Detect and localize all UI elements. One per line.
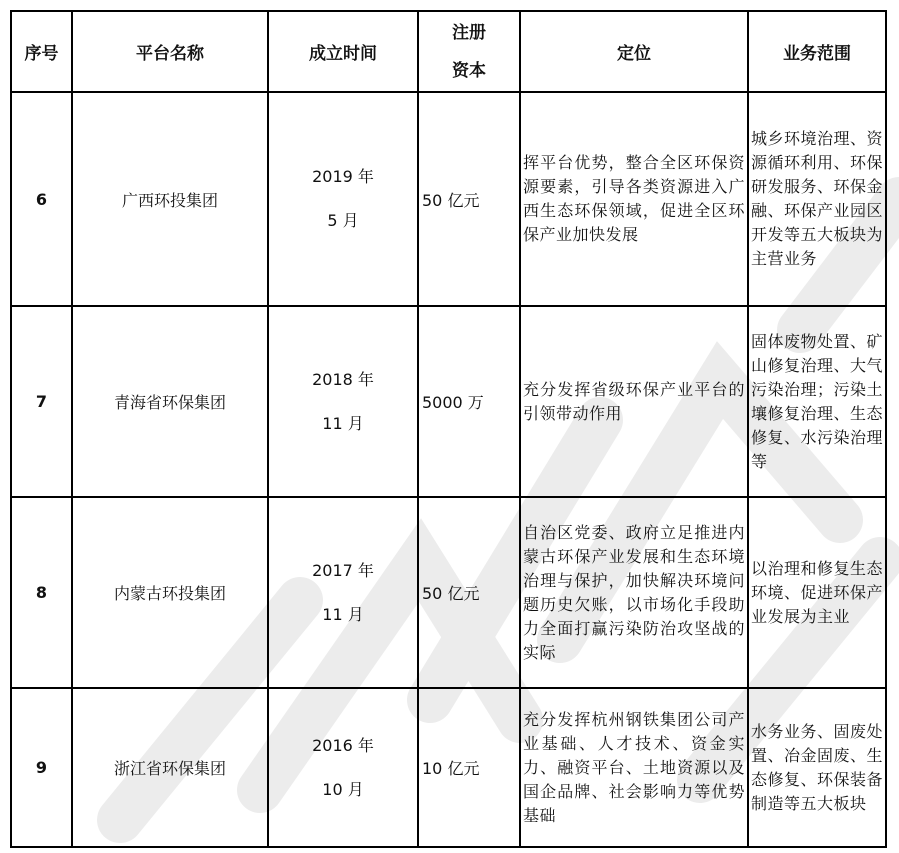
row-date-month: 11 月: [322, 604, 364, 624]
table-row: [11, 688, 886, 847]
row-name: 浙江省环保集团: [72, 688, 268, 847]
row-date-year: 2019 年: [312, 167, 374, 186]
row-date-month: 5 月: [327, 211, 359, 230]
header-row: [11, 11, 886, 92]
row-positioning: 充分发挥杭州钢铁集团公司产业基础、人才技术、资金实力、融资平台、土地资源以及国企品牌、社会影响力等优势基础: [520, 688, 748, 847]
row-date: [268, 497, 418, 688]
row-date-year: 2016 年: [312, 735, 374, 755]
table-row: [11, 306, 886, 497]
row-date: [268, 688, 418, 847]
row-date-month: 10 月: [322, 779, 364, 799]
row-date-year: 2017 年: [312, 560, 374, 580]
row-positioning: 挥平台优势，整合全区环保资源要素，引导各类资源进入广西生态环保领域，促进全区环保产业加快发展: [520, 92, 748, 306]
table-row: [11, 92, 886, 306]
row-scope: 以治理和修复生态环境、促进环保产业发展为主业: [748, 497, 886, 688]
row-no: 6: [11, 92, 72, 306]
row-name: 内蒙古环投集团: [72, 497, 268, 688]
header-established: 成立时间: [268, 11, 418, 92]
row-no: 9: [11, 688, 72, 847]
row-capital: 50 亿元: [418, 497, 520, 688]
row-scope: 城乡环境治理、资源循环利用、环保研发服务、环保金融、环保产业园区开发等五大板块为主营业务: [748, 92, 886, 306]
header-scope: 业务范围: [748, 11, 886, 92]
header-capital-line1: 注册: [452, 22, 486, 43]
row-date: [268, 306, 418, 497]
row-date: [268, 92, 418, 306]
row-name: 广西环投集团: [72, 92, 268, 306]
header-capital: [418, 11, 520, 92]
row-date-year: 2018 年: [312, 369, 374, 389]
row-date-month: 11 月: [322, 413, 364, 433]
environmental-platforms-table: [10, 10, 887, 848]
row-name: 青海省环保集团: [72, 306, 268, 497]
row-no: 7: [11, 306, 72, 497]
row-no: 8: [11, 497, 72, 688]
row-capital: 10 亿元: [418, 688, 520, 847]
table-row: [11, 497, 886, 688]
row-capital: 5000 万: [418, 306, 520, 497]
header-capital-line2: 资本: [452, 60, 486, 81]
row-positioning: 充分发挥省级环保产业平台的引领带动作用: [520, 306, 748, 497]
header-positioning: 定位: [520, 11, 748, 92]
header-no: 序号: [11, 11, 72, 92]
header-name: 平台名称: [72, 11, 268, 92]
row-scope: 水务业务、固废处置、冶金固废、生态修复、环保装备制造等五大板块: [748, 688, 886, 847]
row-capital: 50 亿元: [418, 92, 520, 306]
row-positioning: 自治区党委、政府立足推进内蒙古环保产业发展和生态环境治理与保护，加快解决环境问题历史欠账，以市场化手段助力全面打赢污染防治攻坚战的实际: [520, 497, 748, 688]
row-scope: 固体废物处置、矿山修复治理、大气污染治理；污染土壤修复治理、生态修复、水污染治理等: [748, 306, 886, 497]
